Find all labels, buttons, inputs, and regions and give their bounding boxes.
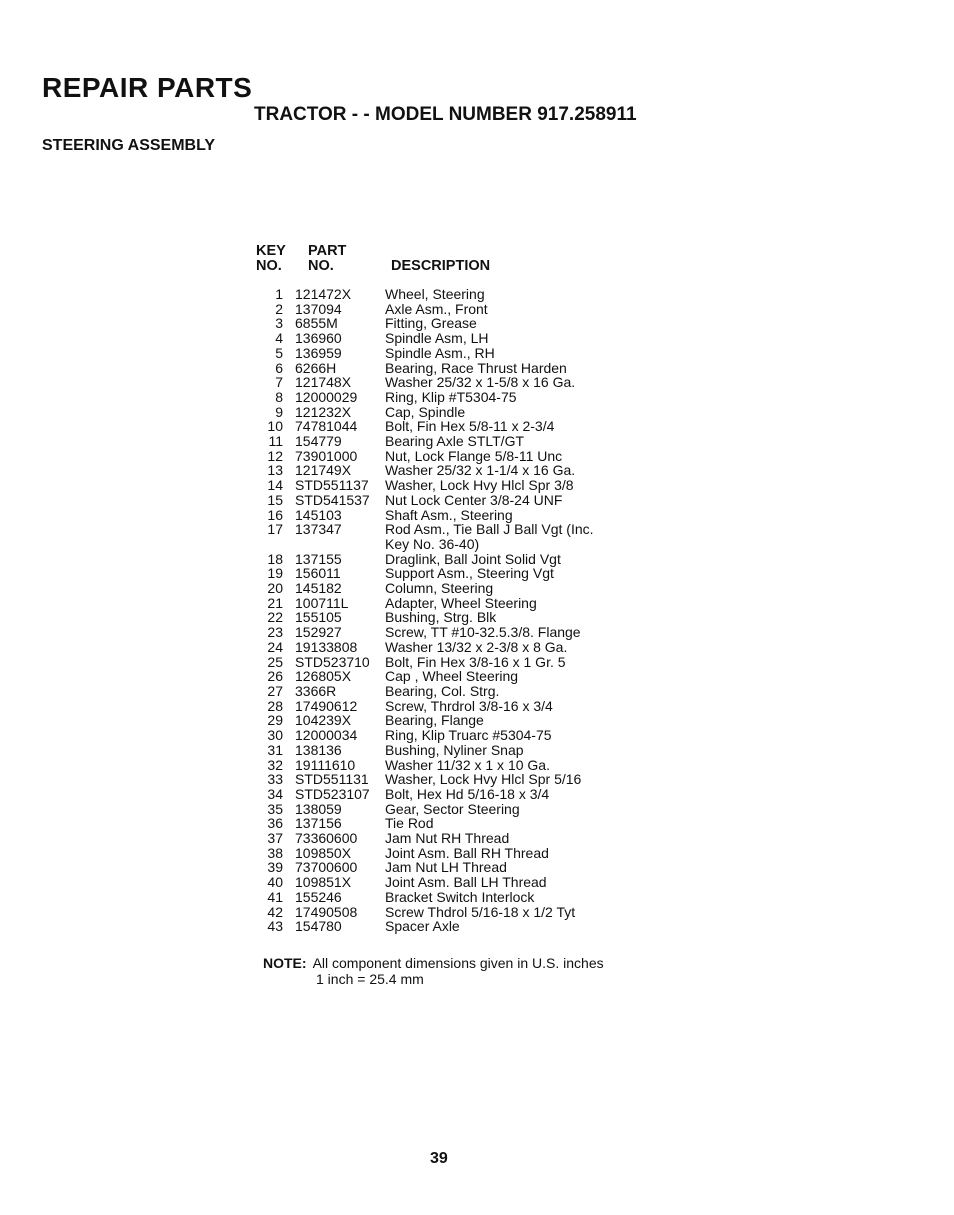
- part-description: Support Asm., Steering Vgt: [385, 565, 554, 582]
- part-number: 138059: [295, 800, 342, 817]
- part-number: 145103: [295, 506, 342, 523]
- part-description: Nut Lock Center 3/8-24 UNF: [385, 491, 563, 508]
- table-row: [256, 625, 676, 640]
- description-cell: [385, 713, 676, 728]
- table-row: [256, 655, 676, 670]
- key-number: 21: [267, 594, 283, 611]
- table-row: [256, 875, 676, 890]
- column-header-part: [308, 244, 346, 274]
- table-row: [256, 743, 676, 758]
- table-row: [256, 346, 676, 361]
- table-row: [256, 816, 676, 831]
- table-row: [256, 787, 676, 802]
- part-number: 104239X: [295, 712, 352, 729]
- part-number: 3366R: [295, 682, 337, 699]
- part-description: Jam Nut LH Thread: [385, 859, 507, 876]
- description-cell: [385, 316, 676, 331]
- description-cell: [385, 772, 676, 787]
- key-number: 20: [267, 580, 283, 597]
- part-description: Bearing, Col. Strg.: [385, 682, 500, 699]
- key-number: 36: [267, 815, 283, 832]
- table-row: [256, 596, 676, 611]
- column-header-part-line1: PART: [308, 243, 347, 259]
- part-number: 121748X: [295, 374, 352, 391]
- part-number: 137156: [295, 815, 342, 832]
- part-number: 137155: [295, 550, 342, 567]
- description-cell: [385, 581, 676, 596]
- key-number: 29: [267, 712, 283, 729]
- part-number: 109850X: [295, 844, 352, 861]
- column-header-key: [256, 244, 286, 274]
- table-row: [256, 802, 676, 817]
- description-cell: [385, 478, 676, 493]
- description-cell: [385, 728, 676, 743]
- description-cell: [385, 758, 676, 773]
- part-description: Draglink, Ball Joint Solid Vgt: [385, 550, 561, 567]
- part-description: Spindle Asm., RH: [385, 344, 495, 361]
- part-number: 109851X: [295, 874, 352, 891]
- table-row: [256, 522, 676, 551]
- key-number: 33: [267, 771, 283, 788]
- table-row: [256, 375, 676, 390]
- part-description: Washer 25/32 x 1-1/4 x 16 Ga.: [385, 462, 576, 479]
- part-description: Screw Thdrol 5/16-18 x 1/2 Tyt: [385, 903, 576, 920]
- key-number: 28: [267, 697, 283, 714]
- table-row: [256, 405, 676, 420]
- key-number: 27: [267, 682, 283, 699]
- part-number: 100711L: [295, 594, 349, 611]
- part-description: Ring, Klip Truarc #5304-75: [385, 727, 552, 744]
- part-description: Bracket Switch Interlock: [385, 888, 535, 905]
- part-description: Wheel, Steering: [385, 286, 485, 302]
- description-cell: [385, 331, 676, 346]
- description-cell: [385, 860, 676, 875]
- part-description: Washer, Lock Hvy Hlcl Spr 5/16: [385, 771, 582, 788]
- part-description: Tie Rod: [385, 815, 434, 832]
- table-row: [256, 566, 676, 581]
- key-number: 17: [267, 521, 283, 538]
- key-number: 24: [267, 638, 283, 655]
- description-cell: [385, 743, 676, 758]
- column-header-key-line1: KEY: [256, 243, 286, 259]
- part-number: 19111610: [295, 756, 356, 773]
- description-cell: [385, 684, 676, 699]
- part-number: STD541537: [295, 491, 370, 508]
- part-description: Bearing, Flange: [385, 712, 484, 729]
- table-row: [256, 610, 676, 625]
- part-number: 152927: [295, 624, 342, 641]
- table-row: [256, 287, 676, 302]
- description-cell: [385, 434, 676, 449]
- page-number: 39: [430, 1150, 448, 1167]
- key-number: 25: [267, 653, 283, 670]
- description-cell: [385, 346, 676, 361]
- key-number: 35: [267, 800, 283, 817]
- table-row: [256, 890, 676, 905]
- key-number: 7: [275, 374, 283, 391]
- page-title: REPAIR PARTS: [42, 72, 253, 103]
- description-cell: [385, 875, 676, 890]
- table-row: [256, 919, 676, 934]
- part-description: Axle Asm., Front: [385, 300, 488, 317]
- description-cell: [385, 375, 676, 390]
- part-description: Gear, Sector Steering: [385, 800, 520, 817]
- description-cell: [385, 655, 676, 670]
- parts-list: [256, 287, 676, 934]
- description-cell: [385, 390, 676, 405]
- key-number: 4: [275, 330, 283, 347]
- part-number: 154779: [295, 433, 342, 450]
- description-cell: [385, 699, 676, 714]
- note-label: NOTE:: [263, 955, 307, 971]
- part-number: 12000029: [295, 388, 358, 405]
- description-cell: [385, 905, 676, 920]
- description-cell: [385, 449, 676, 464]
- part-number: 155105: [295, 609, 342, 626]
- section-heading: STEERING ASSEMBLY: [42, 137, 216, 154]
- part-number: 136959: [295, 344, 342, 361]
- description-cell: [385, 816, 676, 831]
- description-cell: [385, 302, 676, 317]
- key-number: 30: [267, 727, 283, 744]
- table-row: [256, 390, 676, 405]
- part-description: Spacer Axle: [385, 918, 460, 935]
- part-number: 74781044: [295, 418, 358, 435]
- key-number: 9: [275, 403, 283, 420]
- part-number: 137094: [295, 300, 342, 317]
- description-cell: [385, 596, 676, 611]
- table-row: [256, 669, 676, 684]
- description-cell: [385, 831, 676, 846]
- table-row: [256, 581, 676, 596]
- part-description: Joint Asm. Ball RH Thread: [385, 844, 549, 861]
- description-cell: [385, 846, 676, 861]
- part-number: 19133808: [295, 638, 358, 655]
- column-header-description: DESCRIPTION: [391, 258, 491, 274]
- part-description-continued: Key No. 36-40): [385, 535, 480, 552]
- key-number: 41: [267, 888, 283, 905]
- part-description: Jam Nut RH Thread: [385, 830, 510, 847]
- part-number: 126805X: [295, 668, 352, 685]
- part-description: Bolt, Fin Hex 3/8-16 x 1 Gr. 5: [385, 653, 566, 670]
- part-description: Washer 11/32 x 1 x 10 Ga.: [385, 756, 550, 773]
- key-number: 14: [267, 477, 283, 494]
- part-description: Cap , Wheel Steering: [385, 668, 519, 685]
- part-description: Ring, Klip #T5304-75: [385, 388, 517, 405]
- part-number: 6266H: [295, 359, 337, 376]
- key-number: 6: [275, 359, 283, 376]
- description-cell: [385, 669, 676, 684]
- part-description: Screw, Thrdrol 3/8-16 x 3/4: [385, 697, 553, 714]
- key-number: 1: [275, 286, 283, 302]
- part-description: Bearing Axle STLT/GT: [385, 433, 525, 450]
- description-cell: [385, 552, 676, 567]
- part-number: 136960: [295, 330, 342, 347]
- part-description: Spindle Asm, LH: [385, 330, 489, 347]
- description-cell: [385, 610, 676, 625]
- table-row: [256, 508, 676, 523]
- part-description: Column, Steering: [385, 580, 494, 597]
- table-row: [256, 713, 676, 728]
- description-cell: [385, 287, 676, 302]
- description-cell: [385, 405, 676, 420]
- part-number: STD551137: [295, 477, 369, 494]
- part-number: 154780: [295, 918, 342, 935]
- part-description: Washer 25/32 x 1-5/8 x 16 Ga.: [385, 374, 576, 391]
- key-number: 19: [267, 565, 283, 582]
- description-cell: [385, 508, 676, 523]
- table-row: [256, 905, 676, 920]
- table-row: [256, 772, 676, 787]
- part-description: Bushing, Strg. Blk: [385, 609, 497, 626]
- key-number: 10: [267, 418, 283, 435]
- key-number: 2: [275, 300, 283, 317]
- description-cell: [385, 802, 676, 817]
- part-description: Joint Asm. Ball LH Thread: [385, 874, 547, 891]
- part-number: 155246: [295, 888, 342, 905]
- key-number: 13: [267, 462, 283, 479]
- key-number: 16: [267, 506, 283, 523]
- part-description: Shaft Asm., Steering: [385, 506, 513, 523]
- description-cell: [385, 625, 676, 640]
- part-number: 121472X: [295, 286, 352, 302]
- description-cell: [385, 463, 676, 478]
- description-cell: [385, 522, 676, 551]
- key-number: 26: [267, 668, 283, 685]
- description-cell: [385, 361, 676, 376]
- part-number: 73360600: [295, 830, 358, 847]
- part-number: 156011: [295, 565, 341, 582]
- table-row: [256, 846, 676, 861]
- part-description: Adapter, Wheel Steering: [385, 594, 537, 611]
- part-description: Washer, Lock Hvy Hlcl Spr 3/8: [385, 477, 574, 494]
- note-line1: All component dimensions given in U.S. inches: [312, 955, 604, 971]
- part-number: 137347: [295, 521, 342, 538]
- key-number: 31: [267, 741, 283, 758]
- table-row: [256, 684, 676, 699]
- part-description: Screw, TT #10-32.5.3/8. Flange: [385, 624, 581, 641]
- table-row: [256, 361, 676, 376]
- table-row: [256, 449, 676, 464]
- key-number: 23: [267, 624, 283, 641]
- key-number: 37: [267, 830, 283, 847]
- part-description: Bushing, Nyliner Snap: [385, 741, 524, 758]
- key-number: 12: [267, 447, 283, 464]
- part-number: STD551131: [295, 771, 369, 788]
- note-line2: 1 inch = 25.4 mm: [316, 971, 424, 987]
- table-row: [256, 831, 676, 846]
- table-row: [256, 419, 676, 434]
- table-row: [256, 316, 676, 331]
- table-row: [256, 860, 676, 875]
- table-row: [256, 434, 676, 449]
- table-row: [256, 493, 676, 508]
- part-description: Bearing, Race Thrust Harden: [385, 359, 567, 376]
- description-cell: [385, 787, 676, 802]
- part-description: Rod Asm., Tie Ball J Ball Vgt (Inc.: [385, 521, 594, 538]
- description-cell: [385, 919, 676, 934]
- part-number: 73901000: [295, 447, 358, 464]
- key-number: 34: [267, 785, 283, 802]
- key-number: 39: [267, 859, 283, 876]
- key-number: 5: [275, 344, 283, 361]
- key-number: 18: [267, 550, 283, 567]
- part-number: 73700600: [295, 859, 358, 876]
- part-number: 6855M: [295, 315, 338, 332]
- part-description: Cap, Spindle: [385, 403, 466, 420]
- part-description: Fitting, Grease: [385, 315, 477, 332]
- column-header-key-line2: NO.: [256, 258, 282, 274]
- part-number: 17490508: [295, 903, 358, 920]
- key-number: 8: [275, 388, 283, 405]
- part-number: 121749X: [295, 462, 352, 479]
- key-number: 32: [267, 756, 283, 773]
- part-number: 121232X: [295, 403, 352, 420]
- description-cell: [385, 493, 676, 508]
- key-number: 15: [267, 491, 283, 508]
- key-number: 42: [267, 903, 283, 920]
- part-description: Nut, Lock Flange 5/8-11 Unc: [385, 447, 563, 464]
- description-cell: [385, 640, 676, 655]
- part-description: Bolt, Fin Hex 5/8-11 x 2-3/4: [385, 418, 555, 435]
- part-number: 145182: [295, 580, 342, 597]
- table-row: [256, 331, 676, 346]
- part-number: 17490612: [295, 697, 358, 714]
- key-number: 11: [268, 433, 283, 450]
- description-cell: [385, 890, 676, 905]
- table-row: [256, 699, 676, 714]
- model-heading: TRACTOR - - MODEL NUMBER 917.258911: [254, 104, 637, 125]
- table-row: [256, 728, 676, 743]
- part-number: 12000034: [295, 727, 358, 744]
- part-description: Bolt, Hex Hd 5/16-18 x 3/4: [385, 785, 550, 802]
- part-number: 138136: [295, 741, 342, 758]
- table-row: [256, 640, 676, 655]
- key-number: 22: [267, 609, 283, 626]
- part-number: STD523710: [295, 653, 370, 670]
- key-number: 38: [267, 844, 283, 861]
- key-number: 43: [267, 918, 283, 935]
- table-row: [256, 478, 676, 493]
- key-number: 3: [275, 315, 283, 332]
- description-cell: [385, 566, 676, 581]
- table-row: [256, 302, 676, 317]
- part-description: Washer 13/32 x 2-3/8 x 8 Ga.: [385, 638, 568, 655]
- table-row: [256, 758, 676, 773]
- column-header-part-line2: NO.: [308, 258, 334, 274]
- part-number: STD523107: [295, 785, 370, 802]
- description-cell: [385, 419, 676, 434]
- table-row: [256, 463, 676, 478]
- table-row: [256, 552, 676, 567]
- note: [263, 955, 604, 987]
- key-number: 40: [267, 874, 283, 891]
